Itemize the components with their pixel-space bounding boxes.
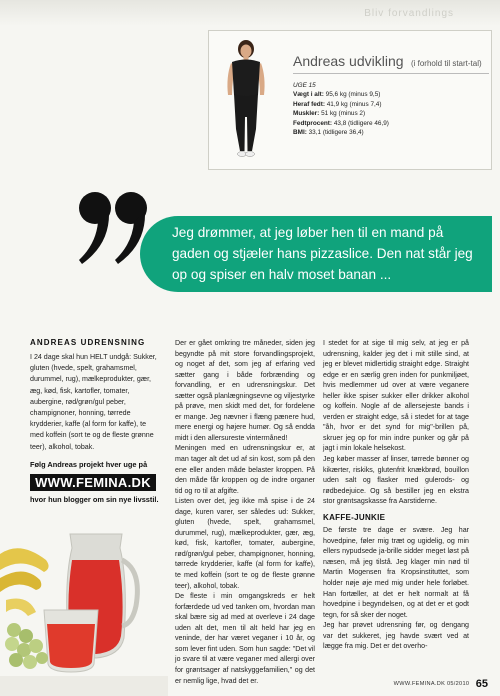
stat-row xyxy=(293,128,389,137)
card-title xyxy=(293,53,482,71)
quote-bubble xyxy=(140,216,492,292)
paragraph: Listen over det, jeg ikke må spise i de 24 dage, kuren varer, ser således ud: Sukker, gluten (hvede, spelt, grahamsmel, durummel, rug), mælkeprodukter, gær, æg, kød, fisk, kartofler, tomater, aubergine, rød/grøn/gul peber, champignoner, honning, tørrede krydderier, kaffe (al form for kaffe), te med koffein (sort te og de fleste grønne teer), alkohol, tobak. xyxy=(175,497,315,590)
paragraph: Jeg har prøvet udrensning før, og dengang var det sukkeret, jeg havde svært ved at lægge fra mig. Det er det overho- xyxy=(323,621,469,651)
profile-subtitle: (i forhold til start-tal) xyxy=(410,59,482,68)
paragraph: Der er gået omkring tre måneder, siden jeg begyndte på mit store forvandlingsprojekt, og noget af det, som jeg af erfaring ved sætter gang i både forbrænding og forvandling, er en udrensningskur. Det sætter også planlægningsevne og viljestyrke på prøve, men skidt med det, for fordelene er mange. Jeg nævner i flæng pænere hud, mere energi og højere humør. Og så endda midt i den allersureste vintermåned! xyxy=(175,339,315,442)
juice-and-fruit-photo xyxy=(0,520,168,696)
footer-issue: WWW.FEMINA.DK 05/2010 xyxy=(393,680,470,687)
stat-value: 33,1 (tidligere 36,4) xyxy=(308,129,364,137)
stat-label: Muskler: xyxy=(293,110,320,118)
stat-label: Heraf fedt: xyxy=(293,100,325,108)
paragraph: De fleste i min omgangskreds er helt forfærdede ud ved tanken om, hvordan man skal bære sig ad med at overleve i 24 dage uden alt det, men til alt held har jeg en veninde, der har været veganer i 10 år, og som lever fint uden. Som hun sagde: "Det vil jo svare til at være veganer med allergi over for grøntsager af natskyggefamilien," og det er nemlig lige, hvad det er. xyxy=(175,592,315,685)
stats-list xyxy=(293,81,389,137)
stat-row xyxy=(293,109,389,118)
stat-label: BMI: xyxy=(293,129,307,137)
progress-card xyxy=(208,30,492,170)
woman-photo xyxy=(217,37,273,163)
stat-row xyxy=(293,90,389,99)
website-link[interactable]: WWW.FEMINA.DK xyxy=(30,474,156,491)
article-column-right xyxy=(323,338,469,652)
stat-label: Vægt i alt: xyxy=(293,91,324,99)
week-label: UGE 15 xyxy=(293,82,316,89)
page-number: 65 xyxy=(475,677,488,690)
paragraph: Jeg køber masser af linser, tørrede bønner og kikærter, riskiks, glutenfrit knækbrød, bouillon uden salt og flasker med gulerods- og rødbedejuice. Og så bestiller jeg en ekstra stor grøntsagskasse fra Aarstiderne. xyxy=(323,455,469,506)
faded-header xyxy=(0,0,500,26)
stat-value: 51 kg (minus 2) xyxy=(321,110,366,118)
quotation-mark-icon xyxy=(78,188,152,268)
paragraph: De første tre dage er svære. Jeg har hovedpine, føler mig træt og ugidelig, og min ellers nypudsede ja-brille sidder meget løst på næsen, må jeg tilstå. Jeg klager min nød til Martin Mogensen fra Kropsinstituttet, som holder nøje øje med mig under hele forløbet. Han fortæller, at det er helt normalt at få hovedpine i begyndelsen, og at det er et godt tegn, for så sker der noget. xyxy=(323,526,469,619)
section-heading: KAFFE-JUNKIE xyxy=(323,512,386,522)
stat-row xyxy=(293,119,389,128)
sidebar-follow: Følg Andreas projekt hver uge på xyxy=(30,459,148,469)
sidebar-box xyxy=(30,338,160,505)
stat-row xyxy=(293,100,389,109)
sidebar-heading: ANDREAS UDRENSNING xyxy=(30,338,146,347)
quote-text: Jeg drømmer, at jeg løber hen til en mand på gaden og stjæler hans pizzaslice. Den nat står jeg op og spiser en halv moset banan ... xyxy=(172,225,473,282)
paragraph: I stedet for at sige til mig selv, at jeg er på udrensning, kalder jeg det i mit stille sind, at jeg er blevet midlertidig straight edge. Straight edge er en særlig gren inden for punkmiljøet, hvis medlemmer ud over at være veganere heller ikke spiser sukker eller drikker alkohol og koffein. Nogle af de allersejeste bands i verden er straight edge, så i stedet for at tage "åh, hvor er det synd for mig"-brillen på, skruer jeg op for min indre punker og går på jagt i min lokale helsekost. xyxy=(323,339,469,453)
stat-label: Fedtprocent: xyxy=(293,119,333,127)
title-divider xyxy=(293,73,489,74)
sidebar-body: I 24 dage skal hun HELT undgå: Sukker, gluten (hvede, spelt, grahamsmel, durummel, rug), mælkeprodukter, gær, æg, kød, fisk, kartofler, tomater, aubergine, rød/grøn/gul peber, champignoner, honning, tørrede krydderier, kaffe (al form for kaffe), te med koffein (sort te og de fleste grønne teer), alkohol, tobak. xyxy=(30,353,157,451)
stat-value: 95,6 kg (minus 9,5) xyxy=(325,91,381,99)
stat-value: 43,8 (tidligere 46,9) xyxy=(333,119,389,127)
profile-name: Andreas udvikling xyxy=(293,53,404,69)
faded-header-text: Bliv forvandlings xyxy=(364,8,454,19)
page-footer xyxy=(394,675,488,693)
sidebar-blog-text: hvor hun blogger om sin nye livsstil. xyxy=(30,494,159,504)
paragraph: Meningen med en udrensningskur er, at man tager alt det ud af sin kost, som på den ene eller anden måde belaster kroppen. På den måde får kroppen og de indre organer tid og ro til at afgifte. xyxy=(175,444,315,495)
article-column-middle xyxy=(175,338,315,686)
stat-value: 41,9 kg (minus 7,4) xyxy=(326,100,382,108)
